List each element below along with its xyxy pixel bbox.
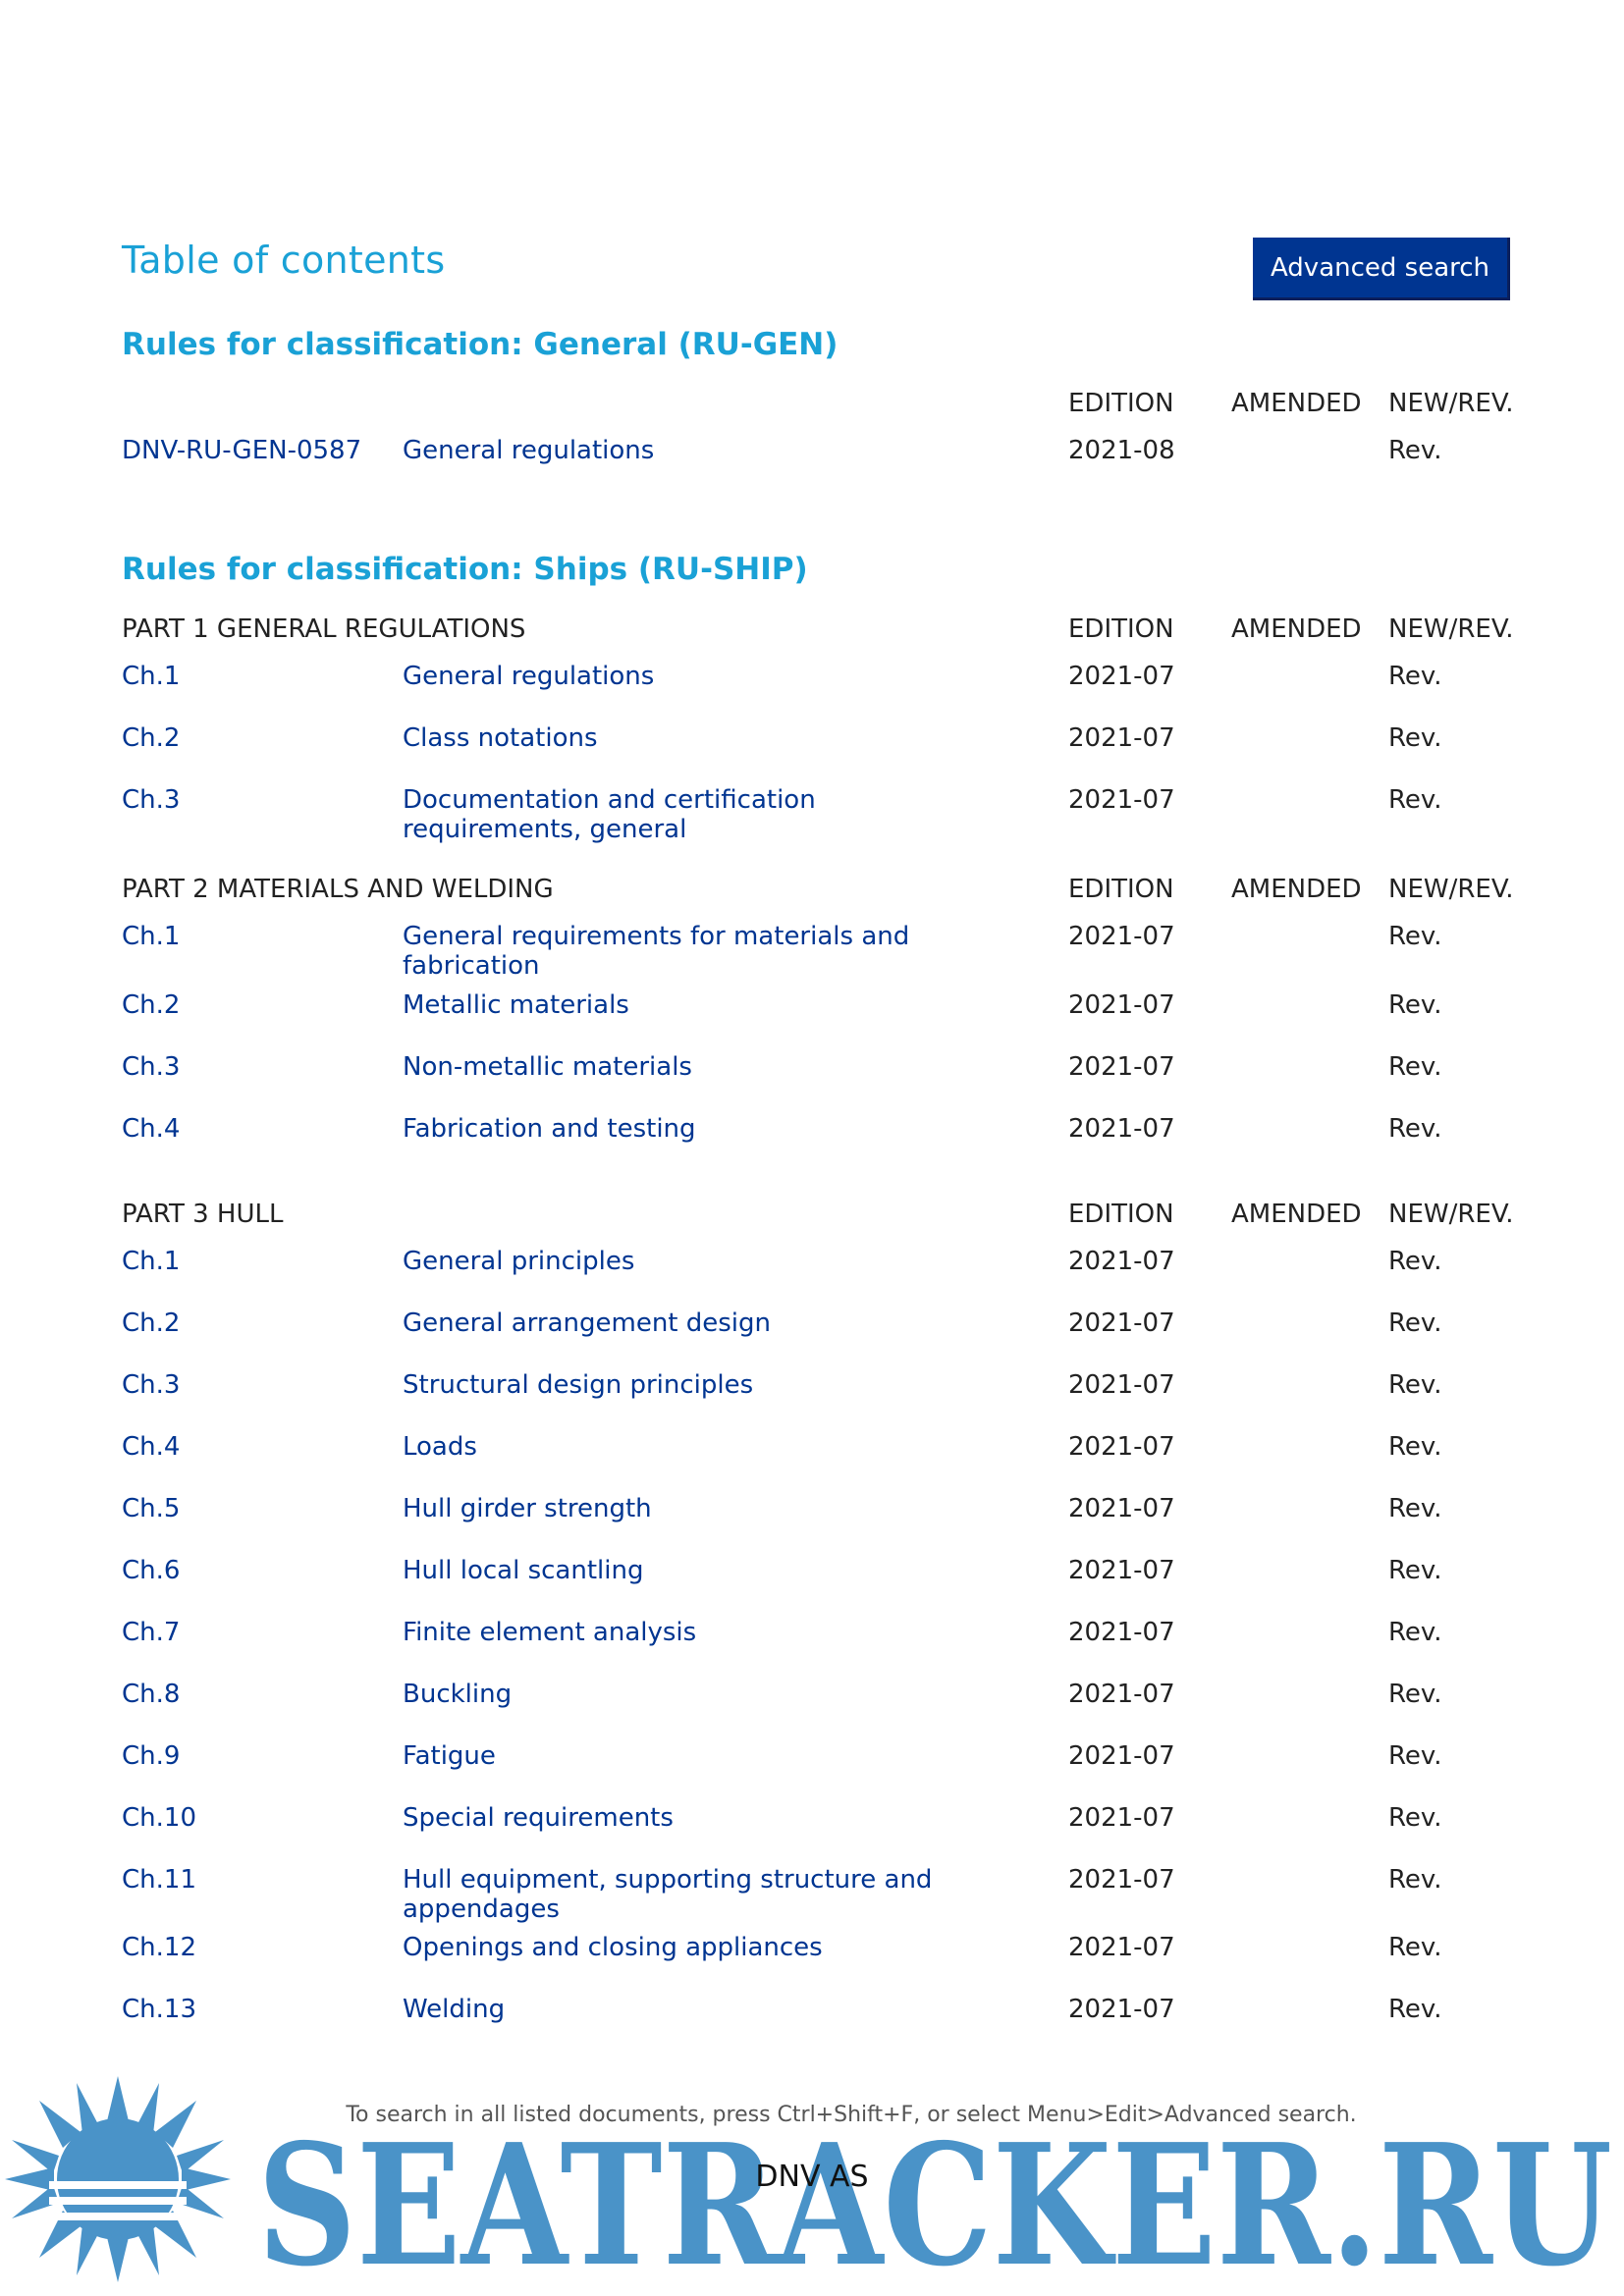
status-value: Rev. <box>1388 1308 1442 1338</box>
edition-value: 2021-07 <box>1068 662 1175 691</box>
column-header-amended: AMENDED <box>1231 875 1362 904</box>
chapter-code-link[interactable]: Ch.13 <box>122 1995 196 2024</box>
edition-value: 2021-07 <box>1068 723 1175 753</box>
search-hint: To search in all listed documents, press Ctrl+Shift+F, or select Menu>Edit>Advanced search. <box>346 2103 1357 2127</box>
company-name: DNV AS <box>755 2160 869 2194</box>
chapter-title-link[interactable]: Openings and closing appliances <box>403 1933 823 1962</box>
edition-value: 2021-07 <box>1068 1995 1175 2024</box>
chapter-title-link[interactable]: Fatigue <box>403 1741 496 1771</box>
chapter-title-link[interactable]: Hull local scantling <box>403 1556 644 1585</box>
chapter-code-link[interactable]: Ch.12 <box>122 1933 196 1962</box>
page-title: Table of contents <box>122 239 446 282</box>
chapter-title-link[interactable]: Hull girder strength <box>403 1494 652 1523</box>
doc-title-link[interactable]: General regulations <box>403 436 655 465</box>
edition-value: 2021-07 <box>1068 1803 1175 1833</box>
edition-value: 2021-07 <box>1068 1933 1175 1962</box>
column-header-edition: EDITION <box>1068 389 1174 418</box>
status-value: Rev. <box>1388 1865 1442 1895</box>
chapter-code-link[interactable]: Ch.11 <box>122 1865 196 1895</box>
chapter-title-link[interactable]: Hull equipment, supporting structure and appendages <box>403 1865 933 1924</box>
status-value: Rev. <box>1388 922 1442 951</box>
chapter-code-link[interactable]: Ch.6 <box>122 1556 181 1585</box>
section-title-ship: Rules for classification: Ships (RU-SHIP) <box>122 552 808 587</box>
chapter-title-link[interactable]: Finite element analysis <box>403 1618 697 1647</box>
column-header-amended: AMENDED <box>1231 1200 1362 1229</box>
status-value: Rev. <box>1388 1995 1442 2024</box>
column-header-new-rev: NEW/REV. <box>1388 389 1514 418</box>
edition-value: 2021-07 <box>1068 990 1175 1020</box>
advanced-search-button[interactable]: Advanced search <box>1253 238 1510 300</box>
edition-value: 2021-07 <box>1068 922 1175 951</box>
chapter-title-link[interactable]: General requirements for materials and fabrication <box>403 922 910 981</box>
column-header-new-rev: NEW/REV. <box>1388 614 1514 644</box>
chapter-title-link[interactable]: Non-metallic materials <box>403 1052 692 1082</box>
chapter-title-link[interactable]: Special requirements <box>403 1803 674 1833</box>
column-header-edition: EDITION <box>1068 875 1174 904</box>
edition-value: 2021-07 <box>1068 1741 1175 1771</box>
status-value: Rev. <box>1388 1247 1442 1276</box>
chapter-code-link[interactable]: Ch.3 <box>122 1052 181 1082</box>
status-value: Rev. <box>1388 1494 1442 1523</box>
status-value: Rev. <box>1388 662 1442 691</box>
chapter-code-link[interactable]: Ch.7 <box>122 1618 181 1647</box>
chapter-code-link[interactable]: Ch.4 <box>122 1114 181 1144</box>
chapter-title-link[interactable]: General arrangement design <box>403 1308 772 1338</box>
chapter-title-link[interactable]: Fabrication and testing <box>403 1114 696 1144</box>
chapter-title-link[interactable]: Documentation and certification requirements, general <box>403 785 816 844</box>
chapter-code-link[interactable]: Ch.1 <box>122 1247 181 1276</box>
edition-value: 2021-07 <box>1068 1370 1175 1400</box>
chapter-title-link[interactable]: Welding <box>403 1995 506 2024</box>
status-value: Rev. <box>1388 1933 1442 1962</box>
status-value: Rev. <box>1388 1556 1442 1585</box>
chapter-title-link[interactable]: Class notations <box>403 723 598 753</box>
part-name: PART 2 MATERIALS AND WELDING <box>122 875 554 904</box>
column-header-new-rev: NEW/REV. <box>1388 1200 1514 1229</box>
column-header-amended: AMENDED <box>1231 614 1362 644</box>
status-value: Rev. <box>1388 1618 1442 1647</box>
status-value: Rev. <box>1388 990 1442 1020</box>
chapter-code-link[interactable]: Ch.5 <box>122 1494 181 1523</box>
status-value: Rev. <box>1388 1370 1442 1400</box>
edition-value: 2021-07 <box>1068 1680 1175 1709</box>
status-value: Rev. <box>1388 1052 1442 1082</box>
edition-value: 2021-07 <box>1068 1494 1175 1523</box>
section-title-gen: Rules for classification: General (RU-GEN) <box>122 327 839 362</box>
chapter-title-link[interactable]: General principles <box>403 1247 635 1276</box>
edition-value: 2021-07 <box>1068 785 1175 815</box>
chapter-title-link[interactable]: General regulations <box>403 662 655 691</box>
column-header-new-rev: NEW/REV. <box>1388 875 1514 904</box>
status-value: Rev. <box>1388 1741 1442 1771</box>
status-value: Rev. <box>1388 785 1442 815</box>
status-value: Rev. <box>1388 723 1442 753</box>
edition-value: 2021-07 <box>1068 1556 1175 1585</box>
edition-value: 2021-07 <box>1068 1308 1175 1338</box>
edition-value: 2021-07 <box>1068 1052 1175 1082</box>
edition-value: 2021-08 <box>1068 436 1175 465</box>
status-value: Rev. <box>1388 1803 1442 1833</box>
edition-value: 2021-07 <box>1068 1247 1175 1276</box>
chapter-code-link[interactable]: Ch.2 <box>122 723 181 753</box>
chapter-code-link[interactable]: Ch.3 <box>122 785 181 815</box>
edition-value: 2021-07 <box>1068 1432 1175 1462</box>
edition-value: 2021-07 <box>1068 1618 1175 1647</box>
watermark-text: SEATRACKER.RU <box>257 2108 1612 2296</box>
chapter-code-link[interactable]: Ch.10 <box>122 1803 196 1833</box>
part-name: PART 3 HULL <box>122 1200 284 1229</box>
chapter-title-link[interactable]: Buckling <box>403 1680 513 1709</box>
chapter-title-link[interactable]: Loads <box>403 1432 477 1462</box>
chapter-code-link[interactable]: Ch.9 <box>122 1741 181 1771</box>
edition-value: 2021-07 <box>1068 1865 1175 1895</box>
status-value: Rev. <box>1388 436 1442 465</box>
column-header-edition: EDITION <box>1068 614 1174 644</box>
chapter-code-link[interactable]: Ch.8 <box>122 1680 181 1709</box>
chapter-title-link[interactable]: Structural design principles <box>403 1370 754 1400</box>
chapter-title-link[interactable]: Metallic materials <box>403 990 629 1020</box>
status-value: Rev. <box>1388 1114 1442 1144</box>
column-header-amended: AMENDED <box>1231 389 1362 418</box>
status-value: Rev. <box>1388 1432 1442 1462</box>
column-header-edition: EDITION <box>1068 1200 1174 1229</box>
doc-code-link[interactable]: DNV-RU-GEN-0587 <box>122 436 362 465</box>
chapter-code-link[interactable]: Ch.2 <box>122 990 181 1020</box>
chapter-code-link[interactable]: Ch.4 <box>122 1432 181 1462</box>
chapter-code-link[interactable]: Ch.2 <box>122 1308 181 1338</box>
part-name: PART 1 GENERAL REGULATIONS <box>122 614 526 644</box>
chapter-code-link[interactable]: Ch.1 <box>122 922 181 951</box>
status-value: Rev. <box>1388 1680 1442 1709</box>
chapter-code-link[interactable]: Ch.1 <box>122 662 181 691</box>
edition-value: 2021-07 <box>1068 1114 1175 1144</box>
chapter-code-link[interactable]: Ch.3 <box>122 1370 181 1400</box>
